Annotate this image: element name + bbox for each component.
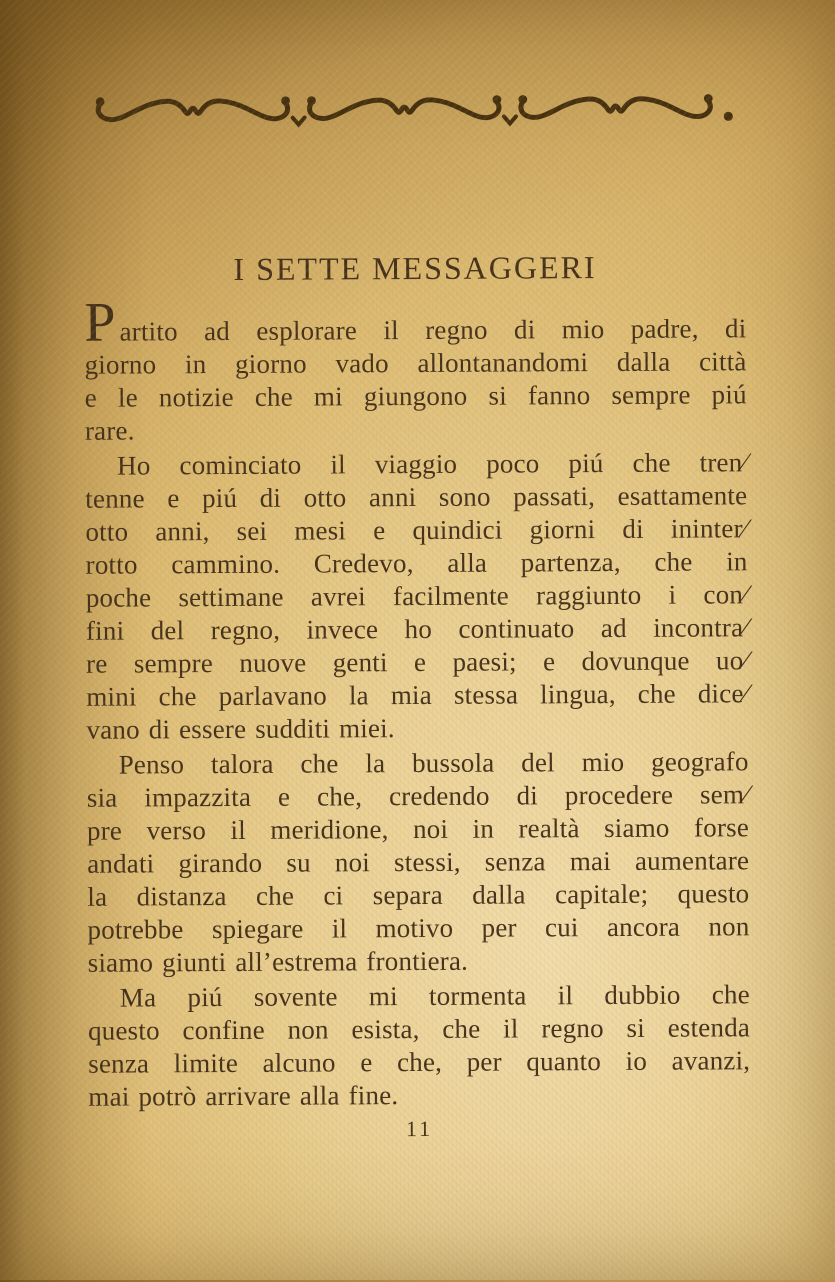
text-line: andati girando su noi stessi, senza mai aumentare (87, 845, 750, 879)
chapter-title: I SETTE MESSAGGERI (233, 249, 597, 287)
text-line: fini del regno, invece ho continuato ad incontra∕ (85, 612, 749, 646)
text-line: tenne e piú di otto anni sono passati, esattamente (85, 480, 748, 514)
text-line: Ma piú sovente mi tormenta il dubbio che (119, 979, 750, 1013)
text-line: mini che parlavano la mia stessa lingua, che dice∕ (86, 678, 749, 712)
text-line: siamo giunti all’estrema frontiera. (87, 945, 469, 978)
text-line: pre verso il meridione, noi in realtà siamo forse (86, 812, 750, 846)
text-line: sia impazzita e che, credendo di procedere sem∕ (86, 779, 749, 813)
text-line: Penso talora che la bussola del mio geografo (118, 746, 749, 780)
text-line: giorno in giorno vado allontanandomi dalla città (84, 346, 747, 380)
paragraph (87, 745, 750, 979)
text-line: potrebbe spiegare il motivo per cui ancora non (87, 911, 750, 945)
text-line (84, 291, 747, 354)
text-line: Ho cominciato il viaggio poco piú che tren∕ (117, 447, 748, 481)
text-line-content: artito ad esplorare il regno di mio padre, di (119, 313, 747, 347)
ornament-end-dot (724, 112, 733, 121)
paragraph (88, 978, 751, 1113)
text-line: vano di essere sudditi miei. (86, 713, 395, 745)
text-line: rotto cammino. Credevo, alla partenza, che in (85, 546, 748, 580)
text-line: la distanza che ci separa dalla capitale; questo (87, 878, 750, 912)
text-line: otto anni, sei mesi e quindici giorni di ininter∕ (85, 513, 748, 547)
drop-cap-initial: P (84, 291, 117, 354)
paragraph (84, 291, 747, 447)
text-line: questo confine non esista, che il regno si estenda (87, 1012, 751, 1046)
flourish-divider-icon (85, 88, 743, 137)
page-number: 11 (405, 1115, 434, 1142)
text-line: rare. (84, 415, 135, 446)
text-line: e le notizie che mi giungono si fanno sempre piú (84, 379, 747, 413)
text-line: poche settimane avrei facilmente raggiunto i con∕ (85, 579, 748, 613)
text-line: mai potrò arrivare alla fine. (88, 1080, 399, 1112)
body-text (84, 291, 751, 1113)
text-line: re sempre nuove genti e paesi; e dovunque uo∕ (86, 645, 749, 679)
text-line: senza limite alcuno e che, per quanto io avanzi, (88, 1045, 751, 1079)
paragraph (85, 446, 749, 746)
